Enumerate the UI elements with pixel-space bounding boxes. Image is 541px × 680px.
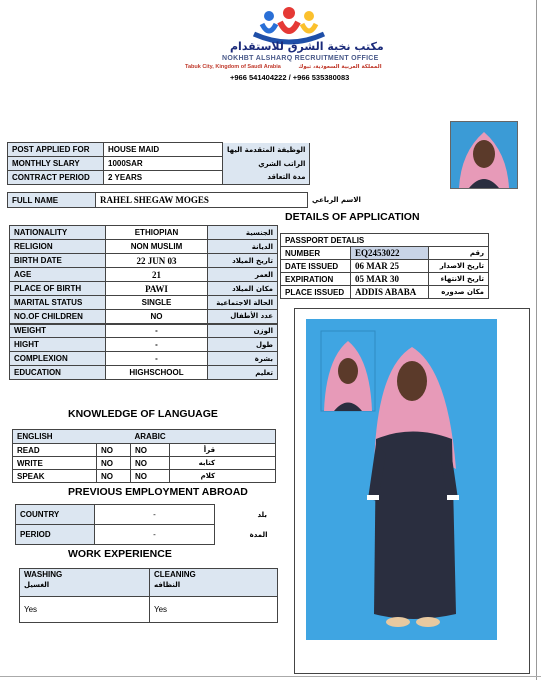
personal-value: NO — [106, 310, 208, 324]
passport-table — [280, 233, 489, 299]
passport-label: EXPIRATION — [281, 273, 351, 286]
personal-value: PAWI — [106, 282, 208, 296]
applicant-photo-small — [450, 121, 518, 189]
period-value: 2 YEARS — [104, 171, 223, 185]
personal-value: HIGHSCHOOL — [106, 366, 208, 380]
office-location-arabic: المملكة العربية السعودية، تبوك — [298, 64, 382, 70]
personal-row — [10, 296, 278, 310]
personal-label: HIGHT — [10, 338, 106, 352]
employment-period-label: PERIOD — [16, 525, 95, 545]
passport-row — [281, 286, 489, 299]
language-row — [13, 457, 276, 470]
personal-value: 21 — [106, 268, 208, 282]
passport-value: EQ2453022 — [351, 247, 429, 260]
experience-washing-header — [20, 569, 150, 597]
personal-row — [10, 240, 278, 254]
language-table — [12, 429, 276, 483]
passport-arabic: رقم — [429, 247, 489, 260]
passport-row — [281, 247, 489, 260]
personal-label: COMPLEXION — [10, 352, 106, 366]
experience-heading: WORK EXPERIENCE — [68, 548, 172, 560]
full-name-value: RAHEL SHEGAW MOGES — [96, 193, 308, 208]
passport-arabic: تاريخ الاصدار — [429, 260, 489, 273]
personal-arabic: تاريخ الميلاد — [208, 254, 278, 268]
language-english-value: NO — [97, 470, 131, 483]
personal-arabic: طول — [208, 338, 278, 352]
employment-country-label: COUNTRY — [16, 505, 95, 525]
personal-arabic: الوزن — [208, 324, 278, 338]
language-row — [13, 470, 276, 483]
passport-arabic: مكان صدوره — [429, 286, 489, 299]
employment-country-value: - — [95, 505, 215, 525]
post-label: POST APPLIED FOR — [8, 143, 104, 157]
washing-value: Yes — [20, 597, 150, 623]
passport-title: PASSPORT DETALIS — [281, 234, 489, 247]
passport-label: PLACE ISSUED — [281, 286, 351, 299]
salary-arabic: الراتب الشري — [223, 157, 310, 171]
experience-cleaning-header — [150, 569, 278, 597]
personal-arabic: تعليم — [208, 366, 278, 380]
employment-period-arabic: المدة — [249, 530, 268, 539]
cleaning-value: Yes — [150, 597, 278, 623]
personal-label: NO.OF CHILDREN — [10, 310, 106, 324]
salary-value: 1000SAR — [104, 157, 223, 171]
experience-table — [19, 568, 278, 623]
job-row-period — [8, 171, 310, 185]
personal-arabic: الديانة — [208, 240, 278, 254]
passport-row — [281, 273, 489, 286]
full-name-table — [7, 192, 365, 208]
personal-value: - — [106, 324, 208, 338]
period-label: CONTRACT PERIOD — [8, 171, 104, 185]
language-skill-label: READ — [13, 444, 97, 457]
details-heading: DETAILS OF APPLICATION — [285, 211, 420, 223]
language-row — [13, 444, 276, 457]
job-table — [7, 142, 310, 185]
language-arabic-value: NO — [131, 444, 170, 457]
personal-arabic: بشرة — [208, 352, 278, 366]
full-name-arabic: الاسم الرباعي — [312, 196, 361, 204]
personal-value: 22 JUN 03 — [106, 254, 208, 268]
language-arabic-value: NO — [131, 457, 170, 470]
personal-value: - — [106, 338, 208, 352]
office-location-english: Tabuk City, Kingdom of Saudi Arabia — [185, 64, 281, 70]
personal-row — [10, 366, 278, 380]
office-name-english: NOKHBT ALSHARQ RECRUITMENT OFFICE — [222, 55, 379, 62]
passport-label: NUMBER — [281, 247, 351, 260]
personal-value: - — [106, 352, 208, 366]
personal-value: SINGLE — [106, 296, 208, 310]
personal-arabic: عدد الأطفال — [208, 310, 278, 324]
washing-label: WASHING — [24, 570, 63, 579]
personal-label: EDUCATION — [10, 366, 106, 380]
personal-row — [10, 352, 278, 366]
passport-arabic: تاريخ الانتهاء — [429, 273, 489, 286]
personal-row — [10, 226, 278, 240]
employment-heading: PREVIOUS EMPLOYMENT ABROAD — [68, 486, 248, 498]
personal-arabic: الجنسية — [208, 226, 278, 240]
cleaning-label: CLEANING — [154, 570, 196, 579]
page-right-edge — [536, 0, 537, 680]
language-english-header: ENGLISH — [13, 430, 97, 444]
cleaning-arabic: النظافه — [154, 581, 181, 589]
personal-row — [10, 310, 278, 324]
office-location — [185, 64, 382, 70]
applicant-photo-full — [306, 319, 497, 640]
full-name-label: FULL NAME — [8, 193, 96, 208]
personal-row — [10, 268, 278, 282]
language-heading: KNOWLEDGE OF LANGUAGE — [68, 408, 218, 420]
personal-arabic: الحالة الاجتماعية — [208, 296, 278, 310]
personal-value: ETHIOPIAN — [106, 226, 208, 240]
salary-label: MONTHLY SLARY — [8, 157, 104, 171]
language-english-value: NO — [97, 444, 131, 457]
passport-value: 06 MAR 25 — [351, 260, 429, 273]
personal-label: WEIGHT — [10, 324, 106, 338]
passport-label: DATE ISSUED — [281, 260, 351, 273]
personal-arabic: مكان الميلاد — [208, 282, 278, 296]
personal-value: NON MUSLIM — [106, 240, 208, 254]
office-phones: +966 541404222 / +966 535380083 — [230, 73, 350, 82]
employment-country-arabic: بلد — [257, 510, 267, 519]
job-row-post — [8, 143, 310, 157]
personal-row — [10, 338, 278, 352]
language-arabic-value: NO — [131, 470, 170, 483]
language-skill-label: WRITE — [13, 457, 97, 470]
personal-label: BIRTH DATE — [10, 254, 106, 268]
personal-label: RELIGION — [10, 240, 106, 254]
post-value: HOUSE MAID — [104, 143, 223, 157]
language-skill-arabic: كلام — [170, 470, 276, 483]
job-row-salary — [8, 157, 310, 171]
personal-row — [10, 254, 278, 268]
personal-label: PLACE OF BIRTH — [10, 282, 106, 296]
language-arabic-header: ARABIC — [131, 430, 170, 444]
personal-label: NATIONALITY — [10, 226, 106, 240]
employment-period-value: - — [95, 525, 215, 545]
office-name-arabic: مكتب نخبة الشرق للاستقدام — [230, 40, 384, 53]
language-english-value: NO — [97, 457, 131, 470]
passport-value: ADDIS ABABA — [351, 286, 429, 299]
employment-table — [15, 504, 272, 545]
passport-value: 05 MAR 30 — [351, 273, 429, 286]
personal-label: MARITAL STATUS — [10, 296, 106, 310]
personal-label: AGE — [10, 268, 106, 282]
language-skill-label: SPEAK — [13, 470, 97, 483]
personal-table — [9, 225, 278, 380]
personal-row — [10, 324, 278, 338]
language-skill-arabic: كتابه — [170, 457, 276, 470]
page-bottom-edge — [0, 676, 541, 677]
washing-arabic: الغسيل — [24, 581, 50, 589]
language-skill-arabic: قرأ — [170, 444, 276, 457]
period-arabic: مدة التعاقد — [223, 171, 310, 185]
post-arabic: الوظيفة المتقدمة اليها — [223, 143, 310, 157]
personal-row — [10, 282, 278, 296]
personal-arabic: العمر — [208, 268, 278, 282]
passport-row — [281, 260, 489, 273]
